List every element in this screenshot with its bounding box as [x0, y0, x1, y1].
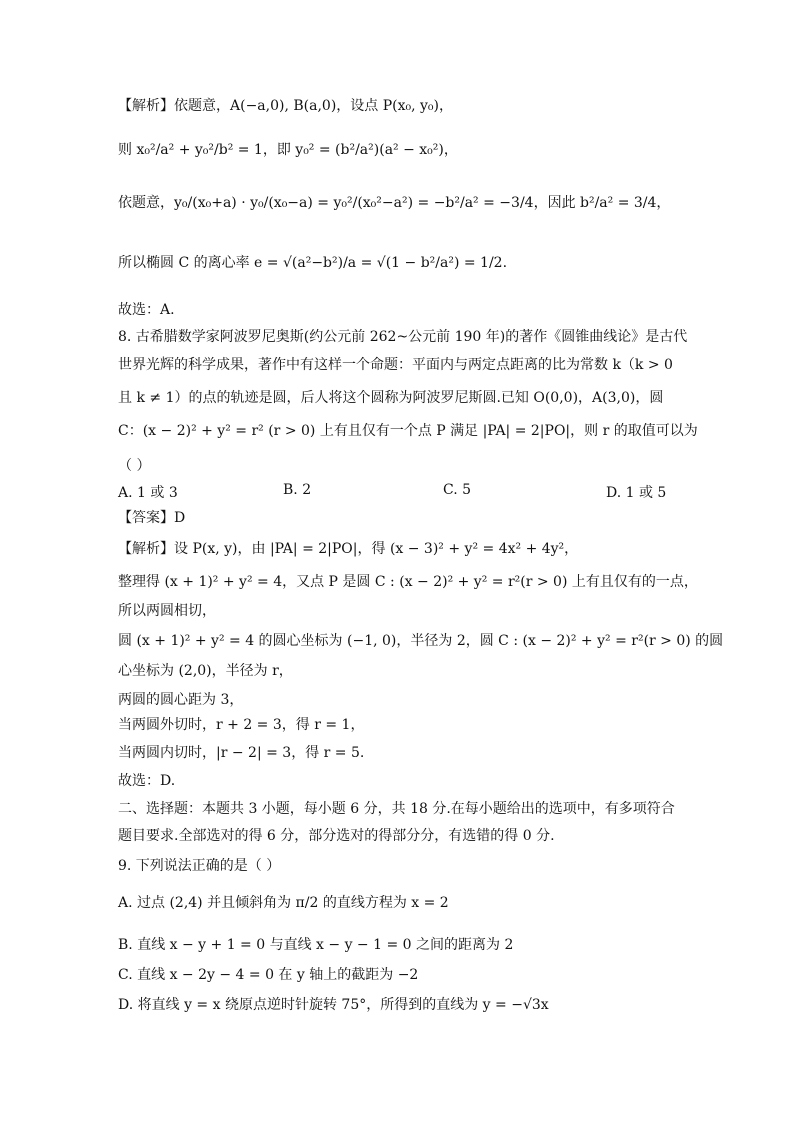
answer-label: 【答案】D	[118, 510, 186, 526]
solution-line-4: 圆 (x + 1)² + y² = 4 的圆心坐标为 (−1, 0)，半径为 2，圆 C : (x − 2)² + y² = r²(r > 0) 的圆	[118, 633, 724, 649]
question-9-option-c: C. 直线 x − 2y − 4 = 0 在 y 轴上的截距为 −2	[118, 967, 419, 983]
solution-line-8: 当两圆内切时，|r − 2| = 3，得 r = 5.	[118, 745, 365, 761]
section-heading-line-1: 二、选择题：本题共 3 小题，每小题 6 分，共 18 分.在每小题给出的选项中，有多项符合	[118, 801, 675, 817]
analysis-line-3: 依题意，y₀/(x₀+a) · y₀/(x₀−a) = y₀²/(x₀²−a²) = −b²/a² = −3/4，因此 b²/a² = 3/4，	[118, 195, 671, 211]
question-8-line-4: C：(x − 2)² + y² = r² (r > 0) 上有且仅有一个点 P 满足 |PA| = 2|PO|，则 r 的取值可以为	[118, 423, 698, 439]
solution-line-5: 心坐标为 (2,0)，半径为 r，	[118, 663, 293, 679]
question-8-line-1: 8. 古希腊数学家阿波罗尼奥斯(约公元前 262~公元前 190 年)的著作《圆锥曲线论》是古代	[118, 329, 688, 345]
question-9-option-d: D. 将直线 y = x 绕原点逆时针旋转 75°，所得到的直线为 y = −√3x	[118, 997, 549, 1013]
solution-line-3: 所以两圆相切，	[118, 603, 216, 619]
analysis-line-2: 则 x₀²/a² + y₀²/b² = 1，即 y₀² = (b²/a²)(a² − x₀²)，	[118, 142, 458, 158]
question-8-line-2: 世界光辉的科学成果，著作中有这样一个命题：平面内与两定点距离的比为常数 k（k > 0	[118, 357, 673, 373]
solution-line-6: 两圆的圆心距为 3，	[118, 692, 244, 708]
question-8-bracket: （ ）	[118, 458, 151, 474]
option-c: C. 5	[443, 482, 472, 498]
question-9-stem: 9. 下列说法正确的是（ ）	[118, 858, 281, 874]
option-d: D. 1 或 5	[606, 485, 667, 501]
solution-line-1: 【解析】设 P(x, y)，由 |PA| = 2|PO|，得 (x − 3)² + y² = 4x² + 4y²，	[118, 541, 579, 557]
question-9-option-a: A. 过点 (2,4) 并且倾斜角为 π/2 的直线方程为 x = 2	[118, 895, 449, 911]
solution-line-7: 当两圆外切时，r + 2 = 3，得 r = 1，	[118, 717, 365, 733]
question-9-option-b: B. 直线 x − y + 1 = 0 与直线 x − y − 1 = 0 之间的距离为 2	[118, 937, 514, 953]
analysis-line-4: 所以椭圆 C 的离心率 e = √(a²−b²)/a = √(1 − b²/a²) = 1/2.	[118, 255, 508, 271]
section-heading-line-2: 题目要求.全部选对的得 6 分，部分选对的得部分分，有选错的得 0 分.	[118, 828, 555, 844]
solution-line-2: 整理得 (x + 1)² + y² = 4，又点 P 是圆 C : (x − 2)² + y² = r²(r > 0) 上有且仅有的一点，	[118, 574, 698, 590]
solution-choice: 故选：D.	[118, 773, 176, 789]
analysis-line-1: 【解析】依题意，A(−a,0), B(a,0)，设点 P(x₀, y₀)，	[118, 98, 454, 114]
answer-choice-line: 故选：A.	[118, 302, 175, 318]
option-b: B. 2	[283, 482, 312, 498]
option-a: A. 1 或 3	[118, 485, 178, 501]
question-8-line-3: 且 k ≠ 1）的点的轨迹是圆，后人将这个圆称为阿波罗尼斯圆.已知 O(0,0)，A(3,0)，圆	[118, 390, 664, 406]
